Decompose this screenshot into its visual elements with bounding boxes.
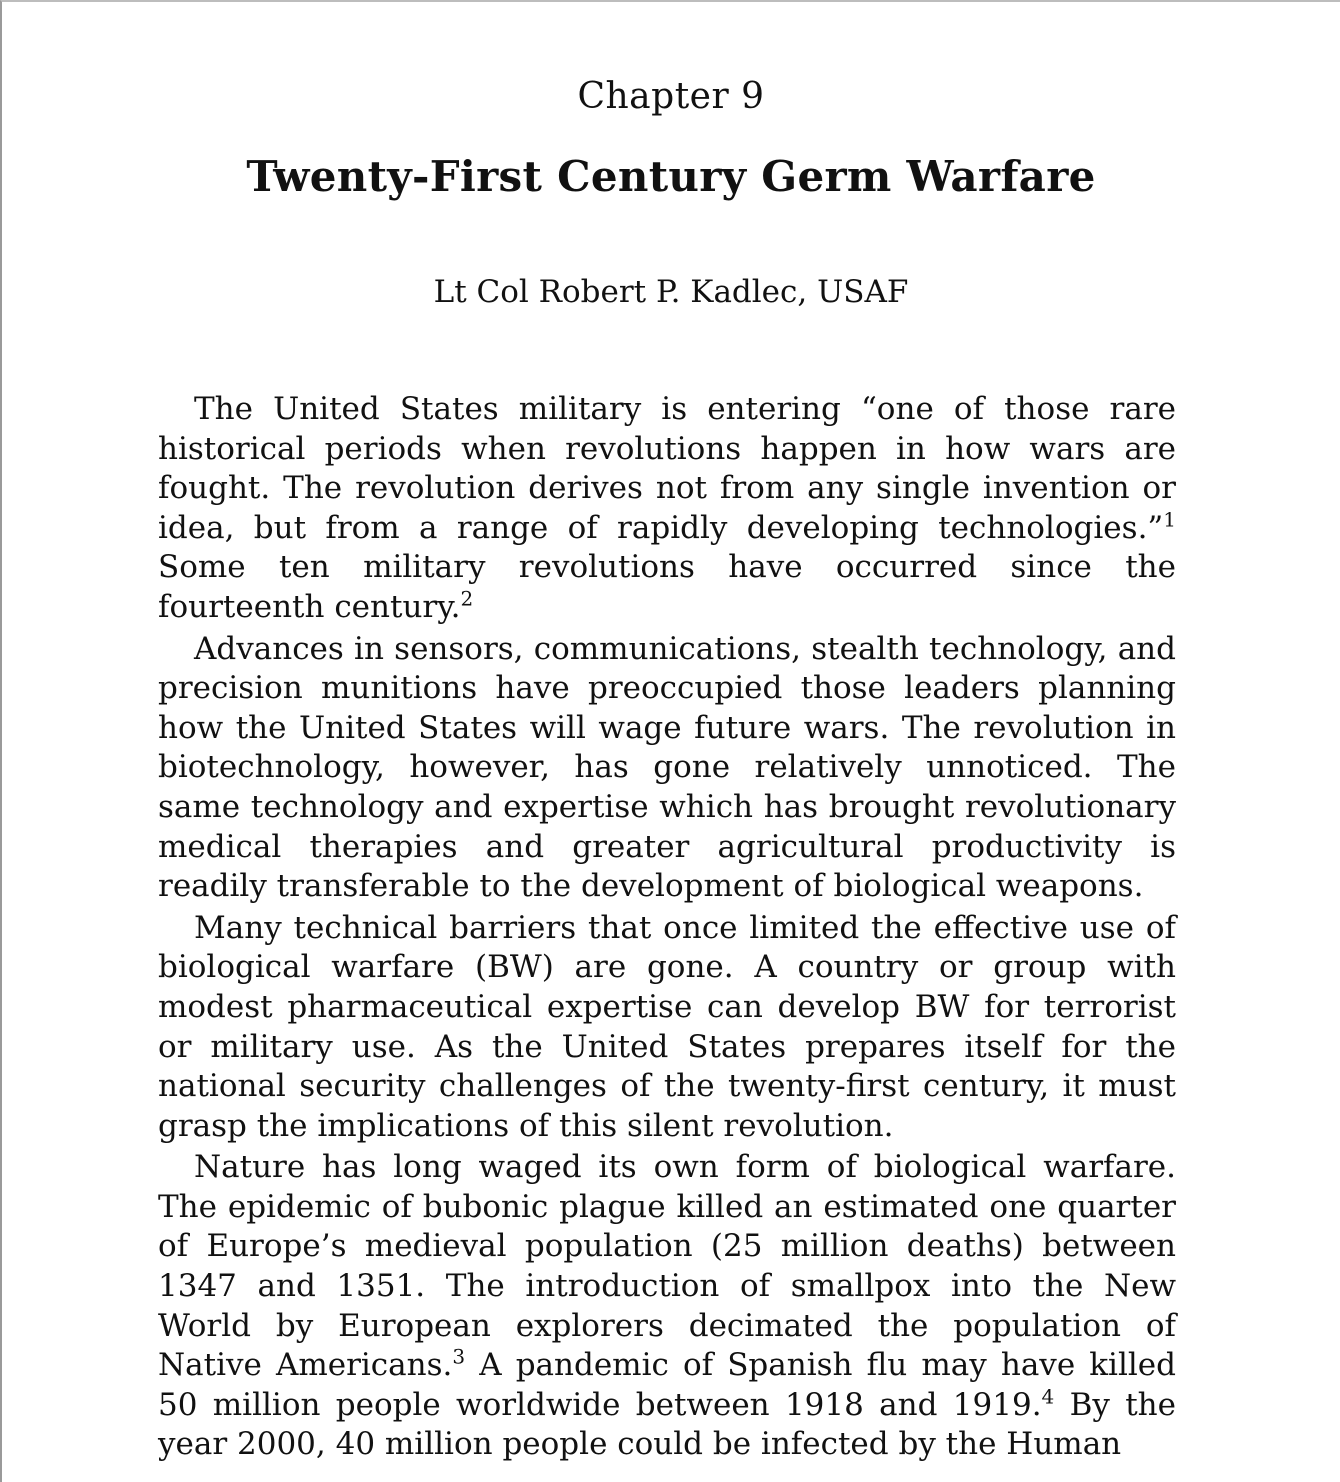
footnote-ref-1: 1 <box>1163 507 1176 532</box>
footnote-ref-3: 3 <box>452 1344 466 1369</box>
paragraph-4 <box>158 1148 1176 1465</box>
footnote-ref-4: 4 <box>1041 1384 1055 1409</box>
paragraph-3: Many technical barriers that once limited the effective use of biological warfare (BW) are gone. A country or group with modest pharmaceutical expertise can develop BW for terrorist or military use. As the United States prepares itself for the national security challenges of the twenty-first century, it must grasp the implications of this silent revolution. <box>158 909 1176 1144</box>
paragraph-2: Advances in sensors, communications, stealth technology, and precision munitions have preoccupied those leaders planning how the United States will wage future wars. The revolution in biotechnology, however, has gone relatively unnoticed. The same technology and expertise which has brought revolutionary medical therapies and greater agricultural productivity is readily transferable to the development of biological weapons. <box>158 630 1176 905</box>
author-line: Lt Col Robert P. Kadlec, USAF <box>433 274 909 310</box>
paragraph-4-text-a: Nature has long waged its own form of biological warfare. The epidemic of bubonic plague killed an estimated one quarter of Europe’s medieval population (25 million deaths) between 1347 and 1351. The introduction of smallpox into the New World by European explorers decimated the population of Native Americans. <box>158 1149 1176 1384</box>
footnote-ref-2: 2 <box>460 586 474 611</box>
chapter-title: Twenty-First Century Germ Warfare <box>246 152 1096 201</box>
paragraph-4-text-c: By the year 2000, 40 million people could be infected by the Human <box>158 1386 1176 1463</box>
paragraph-1 <box>158 390 1176 628</box>
body-text <box>158 390 1176 1467</box>
chapter-label: Chapter 9 <box>577 76 765 117</box>
paragraph-4-text-b: A pandemic of Spanish flu may have killed 50 million people worldwide between 1918 and 1919. <box>158 1347 1176 1423</box>
paragraph-1-text-a: The United States military is entering “one of those rare historical periods when revolutions happen in how wars are fought. The revolution derives not from any single invention or idea, but from a range of rapidly developing technologies.” <box>158 391 1176 546</box>
paragraph-1-text-b: Some ten military revolutions have occurred since the fourteenth century. <box>158 549 1176 625</box>
